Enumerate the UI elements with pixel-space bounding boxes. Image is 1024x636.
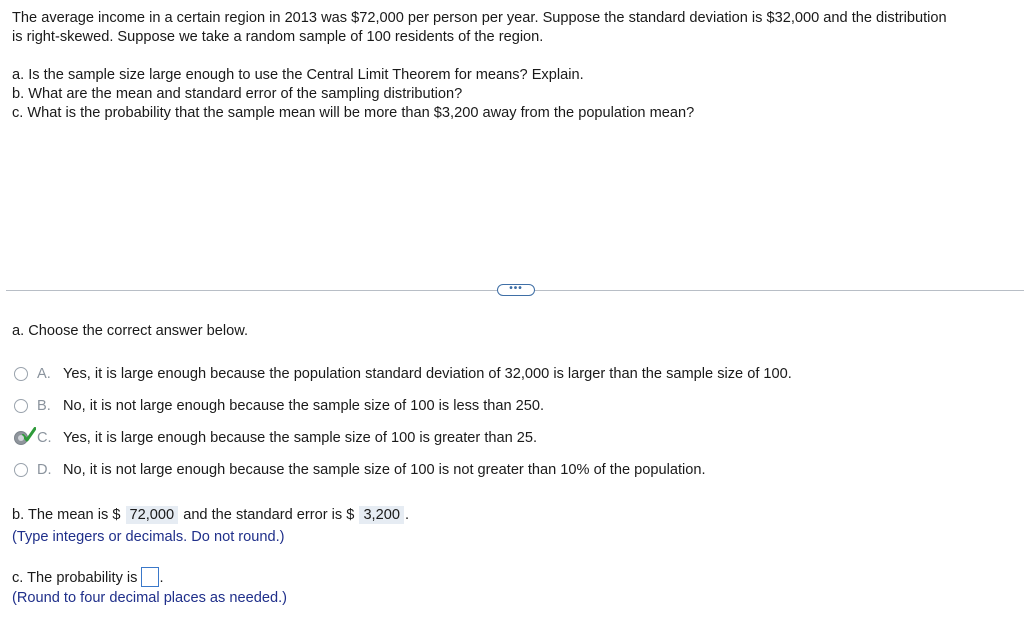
part-c-prefix: c. The probability is bbox=[12, 570, 138, 586]
option-d-letter: D. bbox=[37, 462, 52, 478]
standard-error-answer-field[interactable]: 3,200 bbox=[359, 506, 404, 524]
question-text bbox=[12, 9, 947, 47]
part-b-prefix: b. The mean is $ bbox=[12, 507, 121, 523]
option-a-text: Yes, it is large enough because the population standard deviation of 32,000 is larger than the sample size of 100. bbox=[63, 366, 792, 382]
radio-option-d[interactable] bbox=[14, 463, 28, 477]
radio-option-c-selected[interactable] bbox=[14, 431, 28, 445]
option-d-text: No, it is not large enough because the sample size of 100 is not greater than 10% of the population. bbox=[63, 462, 706, 478]
question-part-c: c. What is the probability that the sample mean will be more than $3,200 away from the population mean? bbox=[12, 105, 695, 121]
option-a[interactable] bbox=[14, 364, 792, 384]
expand-more-button[interactable]: ••• bbox=[497, 284, 535, 296]
option-a-letter: A. bbox=[37, 366, 51, 382]
option-b-text: No, it is not large enough because the sample size of 100 is less than 250. bbox=[63, 398, 545, 414]
question-intro-line2: is right-skewed. Suppose we take a random sample of 100 residents of the region. bbox=[12, 29, 544, 45]
option-c[interactable] bbox=[14, 428, 537, 448]
option-d[interactable] bbox=[14, 460, 706, 480]
option-c-letter: C. bbox=[37, 430, 52, 446]
question-intro-line1: The average income in a certain region in 2013 was $72,000 per person per year. Suppose the standard deviation is $32,000 and the distribution bbox=[12, 10, 947, 26]
radio-option-b[interactable] bbox=[14, 399, 28, 413]
part-c-hint: (Round to four decimal places as needed.) bbox=[12, 590, 288, 606]
part-b-hint: (Type integers or decimals. Do not round.) bbox=[12, 529, 285, 545]
mean-answer-field[interactable]: 72,000 bbox=[126, 506, 179, 524]
question-parts bbox=[12, 66, 694, 123]
probability-input[interactable] bbox=[141, 567, 159, 587]
option-b[interactable] bbox=[14, 396, 544, 416]
option-b-letter: B. bbox=[37, 398, 51, 414]
part-b-suffix: . bbox=[404, 507, 410, 523]
part-b-middle: and the standard error is $ bbox=[183, 507, 355, 523]
correct-check-icon bbox=[22, 427, 36, 443]
question-part-a: a. Is the sample size large enough to use the Central Limit Theorem for means? Explain. bbox=[12, 67, 584, 83]
part-c-answer-line bbox=[12, 567, 164, 587]
option-c-text: Yes, it is large enough because the sample size of 100 is greater than 25. bbox=[63, 430, 538, 446]
part-c-suffix: . bbox=[159, 570, 164, 586]
part-a-prompt: a. Choose the correct answer below. bbox=[12, 323, 249, 339]
question-part-b: b. What are the mean and standard error of the sampling distribution? bbox=[12, 86, 463, 102]
part-b-answer-line bbox=[12, 506, 409, 524]
radio-option-a[interactable] bbox=[14, 367, 28, 381]
